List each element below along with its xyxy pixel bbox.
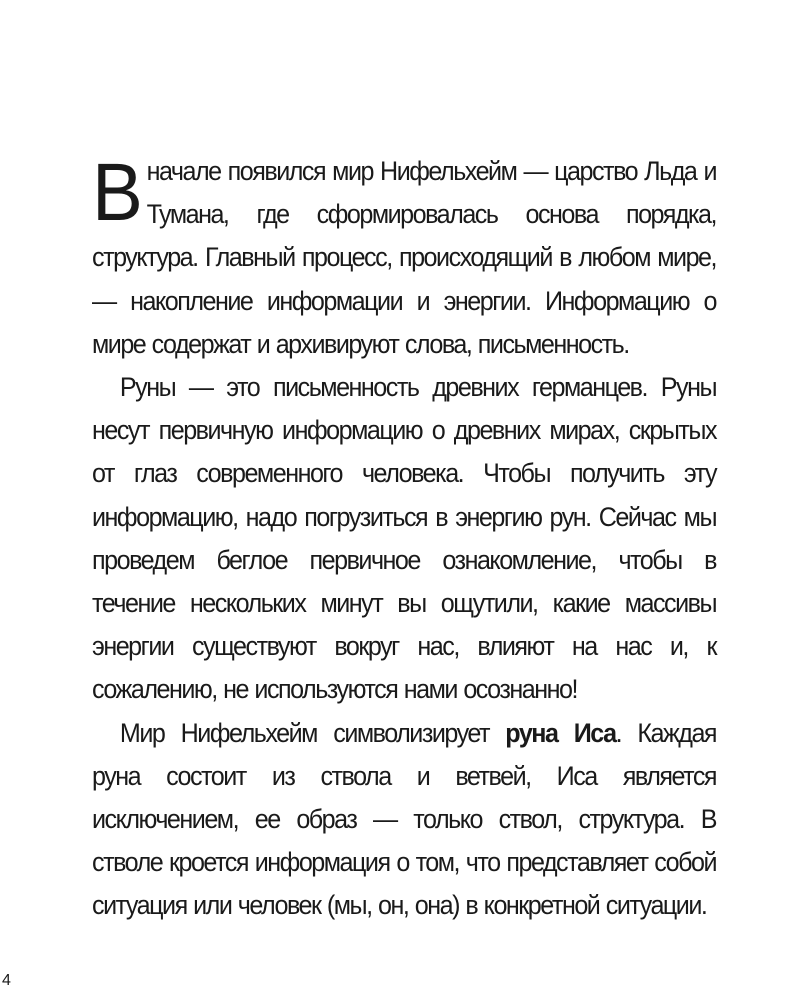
paragraph-isa-text-after: . Каждая руна состоит из ствола и ветвей, Иса является исключением, ее образ — только ствол, структура. В стволе кроется информация о том, что представляет собой ситуация или человек (мы, он, она) в конкретной ситуации.	[92, 717, 717, 921]
paragraph-isa-text-before: Мир Нифельхейм символизирует	[119, 717, 506, 748]
paragraph-runes	[92, 366, 716, 712]
paragraph-runes-text: Руны — это письменность древних германцев. Руны несут первичную информацию о древних мирах, скрытых от глаз современного человека. Чтобы получить эту информацию, надо погрузиться в энергию рун. Сейчас мы проведем беглое первичное ознакомление, чтобы в течение нескольких минут вы ощутили, какие массивы энергии существуют вокруг нас, влияют на нас и, к сожалению, не используются нами осознанно!	[92, 372, 717, 705]
drop-cap: В	[92, 147, 143, 238]
page-number: 4	[2, 972, 11, 989]
paragraph-intro-text: начале появился мир Нифельхейм — царство Льда и Тумана, где сформировалась основа порядка, структура. Главный процесс, происходящий в любом мире, — накопление информации и энергии. Информацию о мире содержат и архивируют слова, письменность.	[92, 156, 717, 359]
rune-isa-term: руна Иса	[505, 717, 616, 748]
page-body	[92, 147, 717, 928]
paragraph-intro	[92, 147, 717, 366]
paragraph-isa	[92, 712, 716, 928]
